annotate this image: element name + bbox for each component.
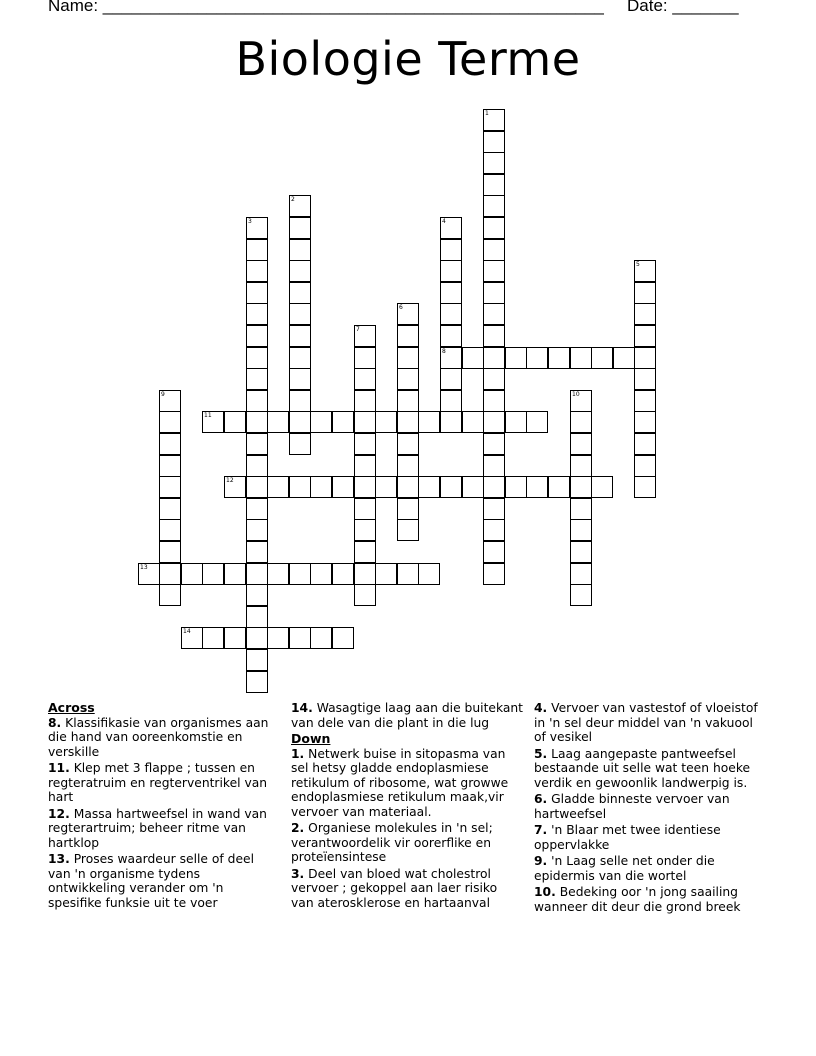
clue-number-label: 7. xyxy=(534,823,548,837)
grid-cell[interactable] xyxy=(246,584,268,606)
clue-number-label: 9. xyxy=(534,854,548,868)
grid-cell[interactable] xyxy=(570,498,592,520)
grid-cell[interactable] xyxy=(159,541,181,563)
grid-cell[interactable] xyxy=(483,498,505,520)
clue-number: 2 xyxy=(291,196,295,203)
grid-cell[interactable] xyxy=(375,476,397,498)
grid-cell[interactable] xyxy=(289,411,311,433)
down-clue-list xyxy=(291,747,523,911)
clue-number: 14 xyxy=(183,628,191,635)
grid-cell[interactable] xyxy=(354,390,376,412)
grid-cell[interactable] xyxy=(483,109,505,131)
clue-item xyxy=(534,823,766,852)
clue-number-label: 1. xyxy=(291,746,305,761)
clue-item xyxy=(534,885,766,914)
clue-number: 8 xyxy=(442,348,446,355)
grid-cell[interactable] xyxy=(202,563,224,585)
clue-item xyxy=(291,867,523,911)
grid-cell[interactable] xyxy=(246,282,268,304)
clue-item xyxy=(48,716,280,760)
clue-text: Gladde binneste vervoer van hartweefsel xyxy=(534,792,730,821)
grid-cell[interactable] xyxy=(332,476,354,498)
grid-cell[interactable] xyxy=(397,390,419,412)
clue-item xyxy=(534,747,766,791)
grid-cell[interactable] xyxy=(289,282,311,304)
grid-cell[interactable] xyxy=(202,411,224,433)
grid-cell[interactable] xyxy=(246,411,268,433)
grid-cell[interactable] xyxy=(289,563,311,585)
grid-cell[interactable] xyxy=(354,368,376,390)
grid-cell[interactable] xyxy=(397,476,419,498)
grid-cell[interactable] xyxy=(246,606,268,628)
grid-cell[interactable] xyxy=(462,347,484,369)
grid-cell[interactable] xyxy=(634,455,656,477)
grid-cell[interactable] xyxy=(483,174,505,196)
grid-cell[interactable] xyxy=(397,433,419,455)
grid-cell[interactable] xyxy=(159,455,181,477)
grid-cell[interactable] xyxy=(289,303,311,325)
grid-cell[interactable] xyxy=(354,519,376,541)
grid-cell[interactable] xyxy=(159,519,181,541)
grid-cell[interactable] xyxy=(634,325,656,347)
grid-cell[interactable] xyxy=(267,627,289,649)
grid-cell[interactable] xyxy=(462,411,484,433)
grid-cell[interactable] xyxy=(570,476,592,498)
grid-cell[interactable] xyxy=(354,476,376,498)
clue-text: Wasagtige laag aan die buitekant van dele van die plant in die lug xyxy=(291,701,524,730)
clue-number-label: 12. xyxy=(48,806,70,821)
clue-text: Bedeking oor 'n jong saailing wanneer dit deur die grond breek xyxy=(534,885,741,914)
grid-cell[interactable] xyxy=(246,303,268,325)
clue-number: 4 xyxy=(442,218,446,225)
grid-cell[interactable] xyxy=(289,627,311,649)
grid-cell[interactable] xyxy=(397,325,419,347)
grid-cell[interactable] xyxy=(159,476,181,498)
across-clue-list-continued xyxy=(291,701,523,730)
grid-cell[interactable] xyxy=(246,476,268,498)
grid-cell[interactable] xyxy=(570,347,592,369)
grid-cell[interactable] xyxy=(570,519,592,541)
clue-item xyxy=(48,852,280,910)
across-heading: Across xyxy=(48,700,95,715)
grid-cell[interactable] xyxy=(181,563,203,585)
grid-cell[interactable] xyxy=(354,563,376,585)
grid-cell[interactable] xyxy=(397,368,419,390)
grid-cell[interactable] xyxy=(570,584,592,606)
grid-cell[interactable] xyxy=(548,476,570,498)
grid-cell[interactable] xyxy=(634,368,656,390)
clue-number-label: 2. xyxy=(291,821,305,835)
clue-number-label: 3. xyxy=(291,866,305,881)
clue-item xyxy=(291,701,523,730)
clue-item xyxy=(291,747,523,820)
grid-cell[interactable] xyxy=(138,563,160,585)
grid-cell[interactable] xyxy=(246,217,268,239)
grid-cell[interactable] xyxy=(246,347,268,369)
grid-cell[interactable] xyxy=(440,476,462,498)
grid-cell[interactable] xyxy=(483,260,505,282)
grid-cell[interactable] xyxy=(634,260,656,282)
grid-cell[interactable] xyxy=(483,411,505,433)
grid-cell[interactable] xyxy=(526,476,548,498)
grid-cell[interactable] xyxy=(570,390,592,412)
grid-cell[interactable] xyxy=(289,433,311,455)
grid-cell[interactable] xyxy=(634,476,656,498)
grid-cell[interactable] xyxy=(526,411,548,433)
grid-cell[interactable] xyxy=(224,627,246,649)
grid-cell[interactable] xyxy=(440,260,462,282)
grid-cell[interactable] xyxy=(332,627,354,649)
clue-number-label: 4. xyxy=(534,701,548,715)
clue-number: 7 xyxy=(356,326,360,333)
clue-text: Vervoer van vastestof of vloeistof in 'n sel deur middel van 'n vakuool of vesikel xyxy=(534,701,758,744)
grid-cell[interactable] xyxy=(310,563,332,585)
grid-cell[interactable] xyxy=(570,433,592,455)
grid-cell[interactable] xyxy=(354,433,376,455)
grid-cell[interactable] xyxy=(354,498,376,520)
grid-cell[interactable] xyxy=(397,303,419,325)
grid-cell[interactable] xyxy=(246,519,268,541)
grid-cell[interactable] xyxy=(246,541,268,563)
grid-cell[interactable] xyxy=(289,195,311,217)
grid-cell[interactable] xyxy=(440,390,462,412)
grid-cell[interactable] xyxy=(462,476,484,498)
name-field-label: Name: _____________________________________________________ xyxy=(48,0,604,15)
grid-cell[interactable] xyxy=(591,347,613,369)
grid-cell[interactable] xyxy=(332,563,354,585)
grid-cell[interactable] xyxy=(310,411,332,433)
clue-text: Klep met 3 flappe ; tussen en regteratruim en regterventrikel van hart xyxy=(48,761,268,804)
clue-number-label: 11. xyxy=(48,761,70,775)
clue-item xyxy=(534,854,766,883)
grid-cell[interactable] xyxy=(159,411,181,433)
clue-number: 10 xyxy=(572,391,580,398)
grid-cell[interactable] xyxy=(483,325,505,347)
grid-cell[interactable] xyxy=(310,476,332,498)
grid-cell[interactable] xyxy=(246,239,268,261)
across-clue-list xyxy=(48,716,280,911)
grid-cell[interactable] xyxy=(246,671,268,693)
grid-cell[interactable] xyxy=(289,239,311,261)
grid-cell[interactable] xyxy=(440,347,462,369)
clues-column-1 xyxy=(48,701,280,912)
grid-cell[interactable] xyxy=(483,455,505,477)
grid-cell[interactable] xyxy=(483,519,505,541)
clue-text: 'n Blaar met twee identiese oppervlakke xyxy=(534,823,721,852)
grid-cell[interactable] xyxy=(354,541,376,563)
grid-cell[interactable] xyxy=(397,455,419,477)
grid-cell[interactable] xyxy=(332,411,354,433)
grid-cell[interactable] xyxy=(570,541,592,563)
grid-cell[interactable] xyxy=(159,584,181,606)
grid-cell[interactable] xyxy=(483,152,505,174)
grid-cell[interactable] xyxy=(267,563,289,585)
grid-cell[interactable] xyxy=(246,498,268,520)
grid-cell[interactable] xyxy=(483,195,505,217)
clue-number: 11 xyxy=(204,412,212,419)
clue-text: Deel van bloed wat cholestrol vervoer ; gekoppel aan laer risiko van aterosklerose en hartaanval xyxy=(291,866,498,910)
grid-cell[interactable] xyxy=(289,260,311,282)
grid-cell[interactable] xyxy=(159,433,181,455)
clue-item xyxy=(534,792,766,821)
grid-cell[interactable] xyxy=(505,411,527,433)
grid-cell[interactable] xyxy=(397,498,419,520)
clue-item xyxy=(534,701,766,745)
grid-cell[interactable] xyxy=(289,217,311,239)
grid-cell[interactable] xyxy=(267,411,289,433)
grid-cell[interactable] xyxy=(246,390,268,412)
grid-cell[interactable] xyxy=(440,217,462,239)
clue-number: 12 xyxy=(226,477,234,484)
page-title: Biologie Terme xyxy=(235,32,581,86)
grid-cell[interactable] xyxy=(613,347,635,369)
grid-cell[interactable] xyxy=(418,411,440,433)
grid-cell[interactable] xyxy=(440,239,462,261)
grid-cell[interactable] xyxy=(483,476,505,498)
grid-cell[interactable] xyxy=(246,455,268,477)
down-heading: Down xyxy=(291,731,331,746)
grid-cell[interactable] xyxy=(397,519,419,541)
grid-cell[interactable] xyxy=(397,347,419,369)
grid-cell[interactable] xyxy=(159,498,181,520)
date-field-label: Date: _______ xyxy=(627,0,739,15)
clue-number-label: 14. xyxy=(291,701,313,715)
grid-cell[interactable] xyxy=(224,411,246,433)
grid-cell[interactable] xyxy=(440,325,462,347)
clues-column-2 xyxy=(291,701,523,912)
clue-text: Organiese molekules in 'n sel; verantwoordelik vir oorerflike en proteïensintese xyxy=(291,821,493,864)
grid-cell[interactable] xyxy=(354,325,376,347)
grid-cell[interactable] xyxy=(483,282,505,304)
clue-number: 9 xyxy=(161,391,165,398)
grid-cell[interactable] xyxy=(483,217,505,239)
clue-text: Netwerk buise in sitopasma van sel hetsy gladde endoplasmiese retikulum of ribosome, wat growwe endoplasmiese retikulum maak,vir vervoer van materiaal. xyxy=(291,746,509,819)
grid-cell[interactable] xyxy=(634,411,656,433)
clue-number-label: 6. xyxy=(534,792,548,806)
grid-cell[interactable] xyxy=(483,390,505,412)
grid-cell[interactable] xyxy=(418,563,440,585)
clue-number-label: 8. xyxy=(48,715,62,730)
clue-number-label: 10. xyxy=(534,885,556,899)
grid-cell[interactable] xyxy=(483,303,505,325)
grid-cell[interactable] xyxy=(570,563,592,585)
grid-cell[interactable] xyxy=(591,476,613,498)
grid-cell[interactable] xyxy=(634,433,656,455)
grid-cell[interactable] xyxy=(483,239,505,261)
grid-cell[interactable] xyxy=(440,411,462,433)
grid-cell[interactable] xyxy=(634,390,656,412)
grid-cell[interactable] xyxy=(246,563,268,585)
clue-text: Klassifikasie van organismes aan die hand van ooreenkomstie en verskille xyxy=(48,715,269,759)
clue-text: Laag aangepaste pantweefsel bestaande uit selle wat teen hoeke verdik en gewoonlik landwerpig is. xyxy=(534,746,751,790)
grid-cell[interactable] xyxy=(289,368,311,390)
grid-cell[interactable] xyxy=(159,563,181,585)
grid-cell[interactable] xyxy=(354,347,376,369)
grid-cell[interactable] xyxy=(505,476,527,498)
grid-cell[interactable] xyxy=(202,627,224,649)
grid-cell[interactable] xyxy=(483,131,505,153)
grid-cell[interactable] xyxy=(289,390,311,412)
grid-cell[interactable] xyxy=(375,563,397,585)
clues-column-3 xyxy=(534,701,766,916)
grid-cell[interactable] xyxy=(224,476,246,498)
grid-cell[interactable] xyxy=(289,476,311,498)
clue-number: 3 xyxy=(248,218,252,225)
grid-cell[interactable] xyxy=(246,433,268,455)
grid-cell[interactable] xyxy=(181,627,203,649)
clue-number: 1 xyxy=(485,110,489,117)
grid-cell[interactable] xyxy=(375,411,397,433)
grid-cell[interactable] xyxy=(289,347,311,369)
clue-number: 5 xyxy=(636,261,640,268)
grid-cell[interactable] xyxy=(246,649,268,671)
grid-cell[interactable] xyxy=(159,390,181,412)
grid-cell[interactable] xyxy=(354,584,376,606)
grid-cell[interactable] xyxy=(354,411,376,433)
grid-cell[interactable] xyxy=(246,627,268,649)
grid-cell[interactable] xyxy=(440,368,462,390)
grid-cell[interactable] xyxy=(246,325,268,347)
grid-cell[interactable] xyxy=(440,282,462,304)
grid-cell[interactable] xyxy=(505,347,527,369)
clue-item xyxy=(48,761,280,805)
clue-number-label: 13. xyxy=(48,852,70,866)
grid-cell[interactable] xyxy=(570,455,592,477)
grid-cell[interactable] xyxy=(570,411,592,433)
grid-cell[interactable] xyxy=(246,260,268,282)
clue-item xyxy=(48,807,280,851)
clue-text: Massa hartweefsel in wand van regterartruim; beheer ritme van hartklop xyxy=(48,806,267,850)
grid-cell[interactable] xyxy=(483,563,505,585)
grid-cell[interactable] xyxy=(246,368,268,390)
grid-cell[interactable] xyxy=(397,411,419,433)
grid-cell[interactable] xyxy=(483,541,505,563)
clue-item xyxy=(291,821,523,865)
grid-cell[interactable] xyxy=(483,433,505,455)
grid-cell[interactable] xyxy=(418,476,440,498)
clue-text: Proses waardeur selle of deel van 'n organisme tydens ontwikkeling verander om 'n spesifike funksie uit te voer xyxy=(48,852,254,910)
grid-cell[interactable] xyxy=(548,347,570,369)
down-clue-list-continued xyxy=(534,701,766,914)
clue-number: 6 xyxy=(399,304,403,311)
grid-cell[interactable] xyxy=(397,563,419,585)
grid-cell[interactable] xyxy=(526,347,548,369)
clue-text: 'n Laag selle net onder die epidermis van die wortel xyxy=(534,854,715,883)
clue-number-label: 5. xyxy=(534,746,548,761)
grid-cell[interactable] xyxy=(634,303,656,325)
grid-cell[interactable] xyxy=(483,368,505,390)
grid-cell[interactable] xyxy=(289,325,311,347)
grid-cell[interactable] xyxy=(354,455,376,477)
grid-cell[interactable] xyxy=(267,476,289,498)
grid-cell[interactable] xyxy=(483,347,505,369)
grid-cell[interactable] xyxy=(634,347,656,369)
grid-cell[interactable] xyxy=(634,282,656,304)
grid-cell[interactable] xyxy=(224,563,246,585)
grid-cell[interactable] xyxy=(310,627,332,649)
grid-cell[interactable] xyxy=(440,303,462,325)
clue-number: 13 xyxy=(140,564,148,571)
